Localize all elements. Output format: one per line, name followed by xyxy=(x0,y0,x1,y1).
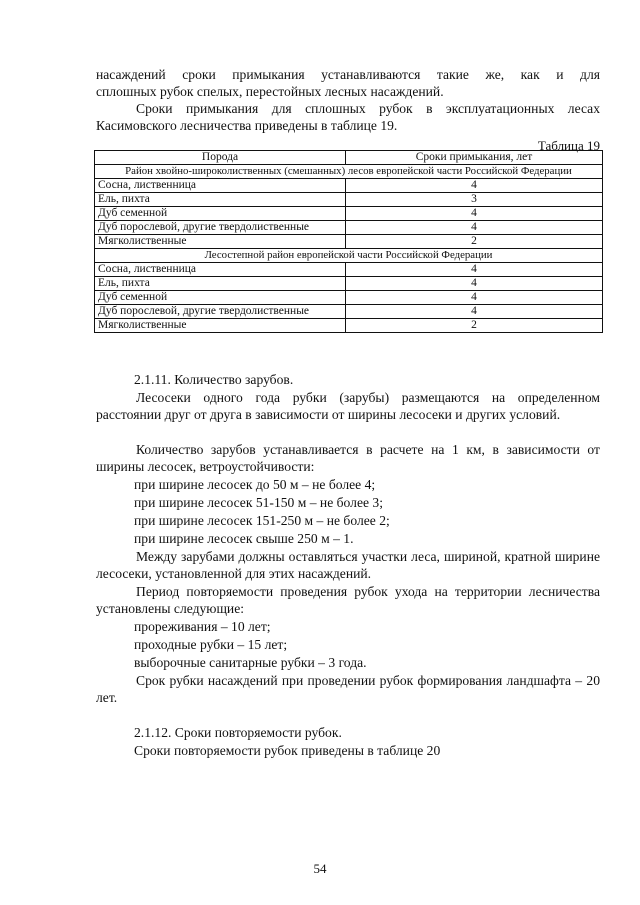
table-section-row xyxy=(95,249,603,263)
table-row xyxy=(95,193,603,207)
list-item: при ширине лесосек до 50 м – не более 4; xyxy=(134,477,376,492)
para-kolichestvo: Количество зарубов устанавливается в расчете на 1 км, в зависимости от ширины лесосек, ветроустойчивости: xyxy=(96,442,600,474)
species-cell: Дуб семенной xyxy=(95,291,346,305)
term-cell: 2 xyxy=(346,319,603,333)
section1-title: Район хвойно-широколиственных (смешанных) лесов европейской части Российской Федерации xyxy=(95,165,603,179)
species-cell: Сосна, лиственница xyxy=(95,263,346,277)
term-cell: 4 xyxy=(346,179,603,193)
para-intro-line2: сплошных рубок спелых, перестойных лесных насаждений. xyxy=(96,84,444,99)
table19 xyxy=(94,150,603,333)
term-cell: 4 xyxy=(346,291,603,305)
table-row xyxy=(95,291,603,305)
para-table19-intro: Сроки примыкания для сплошных рубок в эксплуатационных лесах Касимовского лесничества приведены в таблице 19. xyxy=(96,101,600,133)
table-row xyxy=(95,305,603,319)
table-row xyxy=(95,263,603,277)
term-cell: 4 xyxy=(346,263,603,277)
term-cell: 4 xyxy=(346,305,603,319)
table-row xyxy=(95,277,603,291)
section2-title: Лесостепной район европейской части Российской Федерации xyxy=(95,249,603,263)
species-cell: Дуб порослевой, другие твердолиственные xyxy=(95,221,346,235)
table-row xyxy=(95,179,603,193)
table-row xyxy=(95,235,603,249)
species-cell: Дуб порослевой, другие твердолиственные xyxy=(95,305,346,319)
term-cell: 4 xyxy=(346,207,603,221)
term-cell: 3 xyxy=(346,193,603,207)
section-heading-2-1-12: 2.1.12. Сроки повторяемости рубок. xyxy=(134,725,342,740)
table-row xyxy=(95,207,603,221)
term-cell: 4 xyxy=(346,277,603,291)
list-item: при ширине лесосек свыше 250 м – 1. xyxy=(134,531,354,546)
species-cell: Мягколиственные xyxy=(95,319,346,333)
header-term: Сроки примыкания, лет xyxy=(346,151,603,165)
list-item: прореживания – 10 лет; xyxy=(134,619,271,634)
term-cell: 4 xyxy=(346,221,603,235)
list-item: выборочные санитарные рубки – 3 года. xyxy=(134,655,367,670)
species-cell: Сосна, лиственница xyxy=(95,179,346,193)
para-mezhdu: Между зарубами должны оставляться участки леса, шириной, кратной ширине лесосеки, установленной для этих насаждений. xyxy=(96,549,600,581)
page-number: 54 xyxy=(313,861,327,876)
section-heading-2-1-11: 2.1.11. Количество зарубов. xyxy=(134,372,294,387)
list-item: проходные рубки – 15 лет; xyxy=(134,637,288,652)
species-cell: Ель, пихта xyxy=(95,193,346,207)
species-cell: Дуб семенной xyxy=(95,207,346,221)
table-row xyxy=(95,221,603,235)
para-srok: Срок рубки насаждений при проведении рубок формирования ландшафта – 20 лет. xyxy=(96,673,600,705)
para-lesoseki: Лесосеки одного года рубки (зарубы) размещаются на определенном расстоянии друг от друга в зависимости от ширины лесосеки и других условий. xyxy=(96,390,600,422)
para-period: Период повторяемости проведения рубок ухода на территории лесничества установлены следующие: xyxy=(96,584,600,616)
list-item: при ширине лесосек 51-150 м – не более 3; xyxy=(134,495,383,510)
para-table20-intro: Сроки повторяемости рубок приведены в таблице 20 xyxy=(134,743,441,758)
species-cell: Ель, пихта xyxy=(95,277,346,291)
list-item: при ширине лесосек 151-250 м – не более 2; xyxy=(134,513,390,528)
table-section-row xyxy=(95,165,603,179)
header-species: Порода xyxy=(95,151,346,165)
table-row xyxy=(95,319,603,333)
term-cell: 2 xyxy=(346,235,603,249)
table-header-row xyxy=(95,151,603,165)
table19-caption: Таблица 19 xyxy=(537,138,600,153)
species-cell: Мягколиственные xyxy=(95,235,346,249)
para-intro-line1: насаждений сроки примыкания устанавливаются такие же, как и для xyxy=(96,67,600,82)
